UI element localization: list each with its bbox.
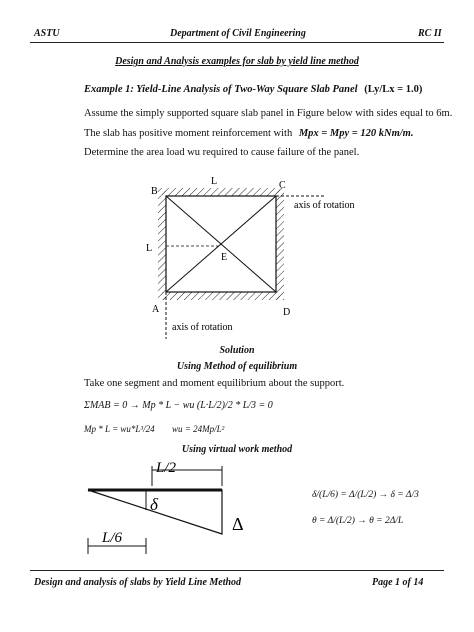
page-title: Design and Analysis examples for slab by yield line method bbox=[115, 56, 359, 67]
label-c: C bbox=[279, 180, 286, 191]
axis-label-2: axis of rotation bbox=[172, 322, 233, 333]
example-line-2-text: The slab has positive moment reinforcement with bbox=[84, 128, 293, 139]
support-right bbox=[276, 188, 284, 300]
example-moment-eq: Mpx = Mpy = 120 kNm/m. bbox=[298, 128, 414, 139]
virtual-work-sketch bbox=[80, 458, 280, 558]
example-heading bbox=[84, 84, 422, 95]
footer-page-number: Page 1 of 14 bbox=[372, 577, 424, 588]
solution-subheading-2: Using virtual work method bbox=[181, 444, 293, 455]
label-e: E bbox=[221, 252, 228, 263]
sketch-bottom-label: L/6 bbox=[102, 530, 123, 546]
solution-subheading-1: Using Method of equilibrium bbox=[176, 361, 298, 372]
example-ratio: (Ly/Lx = 1.0) bbox=[364, 84, 423, 95]
sketch-top-label: L/2 bbox=[156, 460, 177, 476]
support-top bbox=[162, 188, 280, 196]
header-center: Department of Civil Engineering bbox=[170, 28, 306, 39]
footer-rule bbox=[30, 570, 444, 571]
support-left bbox=[158, 188, 166, 300]
header-right: RC II bbox=[418, 28, 442, 39]
label-a: A bbox=[152, 304, 160, 315]
label-d: D bbox=[283, 307, 291, 318]
relation-2: θ = Δ/(L/2) → θ = 2Δ/L bbox=[312, 516, 404, 526]
example-line-3: Determine the area load wu required to cause failure of the panel. bbox=[84, 147, 360, 158]
example-heading-text: Example 1: Yield-Line Analysis of Two-Way Square Slab Panel bbox=[84, 84, 358, 95]
support-bottom bbox=[162, 292, 280, 300]
sketch-delta-big: Δ bbox=[232, 514, 244, 534]
solution-text-1: Take one segment and moment equilibrium about the support. bbox=[84, 378, 345, 389]
header-left: ASTU bbox=[34, 28, 60, 39]
example-line-2 bbox=[84, 128, 416, 139]
axis-label-1: axis of rotation bbox=[294, 200, 355, 211]
solution-heading: Solution bbox=[219, 345, 255, 356]
label-l-left: L bbox=[146, 243, 153, 254]
label-b: B bbox=[151, 186, 158, 197]
example-line-1: Assume the simply supported square slab panel in Figure below with sides equal to 6m. bbox=[84, 108, 453, 119]
slab-figure bbox=[140, 174, 380, 344]
label-l-top: L bbox=[211, 176, 218, 187]
footer-left: Design and analysis of slabs by Yield Line Method bbox=[34, 577, 242, 588]
equation-1: ΣMAB = 0 → Mp * L − wu (L·L/2)/2 * L/3 = 0 bbox=[84, 400, 273, 411]
sketch-delta-small: δ bbox=[150, 495, 158, 514]
header-rule bbox=[30, 42, 444, 43]
relation-1: δ/(L/6) = Δ/(L/2) → δ = Δ/3 bbox=[312, 490, 419, 500]
equation-2a: Mp * L = wu*L³/24 bbox=[84, 424, 155, 434]
equation-2b: wu = 24Mp/L² bbox=[172, 424, 225, 434]
